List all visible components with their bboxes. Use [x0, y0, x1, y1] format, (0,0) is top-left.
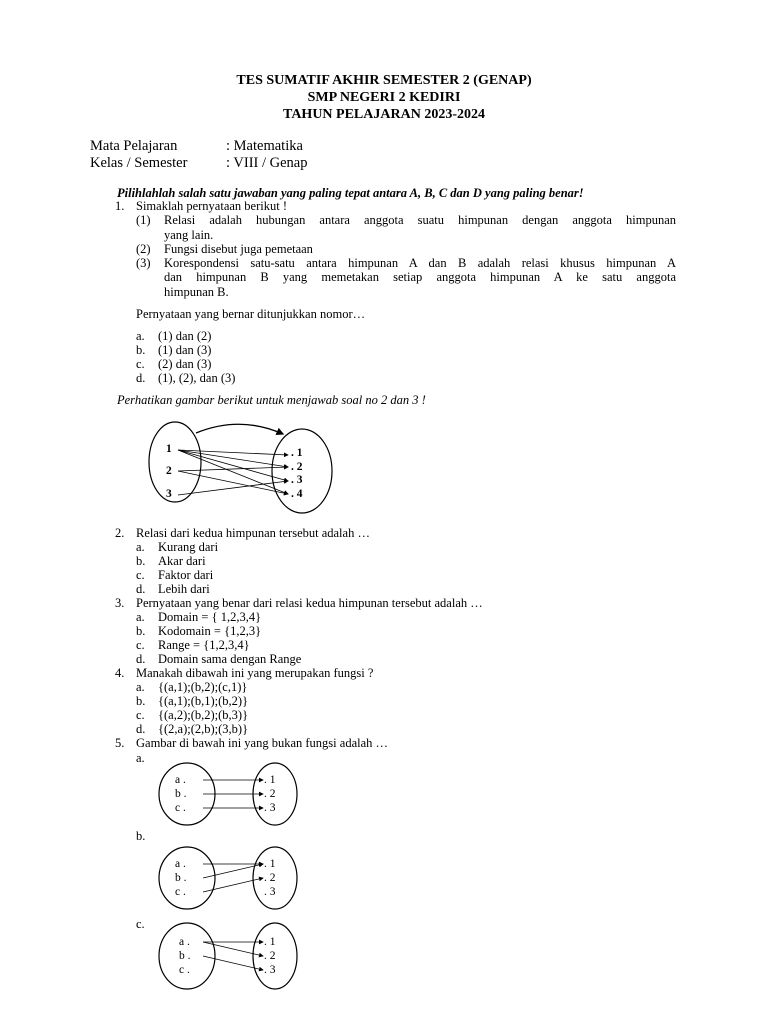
q1-s1-text: Relasi adalah hubungan antara anggota suatu himpunan dengan anggota himpunan	[164, 213, 676, 227]
q1-option-c[interactable]: (2) dan (3)	[158, 357, 212, 371]
q3-option-a-letter[interactable]: a.	[136, 610, 145, 624]
q2-option-a-letter[interactable]: a.	[136, 540, 145, 554]
q4-text: Manakah dibawah ini yang merupakan fungsi ?	[136, 666, 374, 680]
q3-number: 3.	[115, 596, 125, 610]
q5b-right-1: . 1	[264, 858, 276, 870]
q3-option-a[interactable]: Domain = { 1,2,3,4}	[158, 610, 262, 624]
codomain-element-2: . 2	[291, 461, 303, 473]
relation-diagram	[140, 415, 350, 515]
q5c-left-a: a .	[179, 936, 190, 948]
q1-prompt: Pernyataan yang bernar ditunjukkan nomor…	[136, 307, 366, 321]
q3-option-d[interactable]: Domain sama dengan Range	[158, 652, 302, 666]
q5a-left-a: a .	[175, 774, 186, 786]
school-name: SMP NEGERI 2 KEDIRI	[307, 90, 461, 105]
domain-element-3: 3	[166, 488, 172, 500]
q5c-right-1: . 1	[264, 936, 276, 948]
q2-option-c-letter[interactable]: c.	[136, 568, 145, 582]
q2-option-c[interactable]: Faktor dari	[158, 568, 214, 582]
exam-title: TES SUMATIF AKHIR SEMESTER 2 (GENAP)	[236, 73, 532, 88]
q1-option-a-letter[interactable]: a.	[136, 329, 145, 343]
q1-option-d-letter[interactable]: d.	[136, 371, 146, 385]
q2-number: 2.	[115, 526, 125, 540]
q3-option-b-letter[interactable]: b.	[136, 624, 146, 638]
codomain-element-3: . 3	[291, 474, 303, 486]
class-value: : VIII / Genap	[226, 155, 308, 171]
q3-option-c[interactable]: Range = {1,2,3,4}	[158, 638, 250, 652]
q5a-left-c: c .	[175, 802, 186, 814]
q5b-left-a: a .	[175, 858, 186, 870]
domain-element-2: 2	[166, 465, 172, 477]
q5b-right-3: . 3	[264, 886, 276, 898]
q5b-left-b: b .	[175, 872, 187, 884]
q3-option-b[interactable]: Kodomain = {1,2,3}	[158, 624, 262, 638]
q5-diagram-b[interactable]	[145, 844, 305, 914]
q4-option-a[interactable]: {(a,1);(b,2);(c,1)}	[158, 680, 248, 694]
q1-s1-text-cont: yang lain.	[164, 228, 214, 242]
q4-number: 4.	[115, 666, 125, 680]
q4-option-b[interactable]: {(a,1);(b,1);(b,2)}	[158, 694, 249, 708]
q4-option-d-letter[interactable]: d.	[136, 722, 146, 736]
q5-diagram-a[interactable]	[145, 760, 305, 830]
q3-option-d-letter[interactable]: d.	[136, 652, 146, 666]
domain-set-ellipse	[149, 422, 201, 502]
q5c-right-2: . 2	[264, 950, 276, 962]
q1-s3-text-cont2: himpunan B.	[164, 285, 229, 299]
instruction: Pilihlahlah salah satu jawaban yang paling tepat antara A, B, C dan D yang paling benar!	[117, 186, 584, 200]
q4-option-d[interactable]: {(2,a);(2,b);(3,b)}	[158, 722, 249, 736]
q5b-domain-ellipse	[159, 847, 215, 909]
q1-option-c-letter[interactable]: c.	[136, 357, 145, 371]
q4-option-c[interactable]: {(a,2);(b,2);(b,3)}	[158, 708, 249, 722]
q5a-right-1: . 1	[264, 774, 276, 786]
q5-option-a-letter[interactable]: a.	[136, 751, 145, 765]
q1-option-b[interactable]: (1) dan (3)	[158, 343, 212, 357]
q5c-right-3: . 3	[264, 964, 276, 976]
q1-s3-text: Korespondensi satu-satu antara himpunan A dan B adalah relasi khusus himpunan A	[164, 256, 676, 270]
class-label: Kelas / Semester	[90, 155, 188, 171]
q2-option-d-letter[interactable]: d.	[136, 582, 146, 596]
q1-option-a[interactable]: (1) dan (2)	[158, 329, 212, 343]
q1-s2-text: Fungsi disebut juga pemetaan	[164, 242, 313, 256]
diagram-note: Perhatikan gambar berikut untuk menjawab soal no 2 dan 3 !	[117, 393, 426, 407]
subject-value: : Matematika	[226, 138, 303, 154]
q1-option-b-letter[interactable]: b.	[136, 343, 146, 357]
q5-diagram-c[interactable]	[145, 921, 305, 993]
q5-number: 5.	[115, 736, 125, 750]
q5a-right-2: . 2	[264, 788, 276, 800]
domain-element-1: 1	[166, 443, 172, 455]
codomain-element-4: . 4	[291, 488, 303, 500]
q5c-left-c: c .	[179, 964, 190, 976]
q5-option-c-letter[interactable]: c.	[136, 917, 145, 931]
q2-option-b-letter[interactable]: b.	[136, 554, 146, 568]
q3-option-c-letter[interactable]: c.	[136, 638, 145, 652]
q4-option-a-letter[interactable]: a.	[136, 680, 145, 694]
q5-option-b-letter[interactable]: b.	[136, 829, 146, 843]
q2-option-d[interactable]: Lebih dari	[158, 582, 210, 596]
q5a-left-b: b .	[175, 788, 187, 800]
q1-s3-text-cont1: dan himpunan B yang memetakan setiap anggota himpunan A ke satu anggota	[164, 270, 676, 284]
subject-label: Mata Pelajaran	[90, 138, 178, 154]
q1-number: 1.	[115, 199, 125, 213]
codomain-element-1: . 1	[291, 447, 303, 459]
q5b-left-c: c .	[175, 886, 186, 898]
q4-option-c-letter[interactable]: c.	[136, 708, 145, 722]
q1-s2-number: (2)	[136, 242, 151, 256]
q1-s3-number: (3)	[136, 256, 151, 270]
q3-text: Pernyataan yang benar dari relasi kedua himpunan tersebut adalah …	[136, 596, 483, 610]
q5b-right-2: . 2	[264, 872, 276, 884]
q4-option-b-letter[interactable]: b.	[136, 694, 146, 708]
q2-text: Relasi dari kedua himpunan tersebut adalah …	[136, 526, 370, 540]
q5a-right-3: . 3	[264, 802, 276, 814]
academic-year: TAHUN PELAJARAN 2023-2024	[283, 107, 485, 122]
q5c-left-b: b .	[179, 950, 191, 962]
relation-curve-arrow	[196, 424, 283, 434]
q2-option-a[interactable]: Kurang dari	[158, 540, 219, 554]
q1-s1-number: (1)	[136, 213, 151, 227]
q2-option-b[interactable]: Akar dari	[158, 554, 206, 568]
q5-text: Gambar di bawah ini yang bukan fungsi adalah …	[136, 736, 389, 750]
q1-text: Simaklah pernyataan berikut !	[136, 199, 287, 213]
q1-option-d[interactable]: (1), (2), dan (3)	[158, 371, 236, 385]
